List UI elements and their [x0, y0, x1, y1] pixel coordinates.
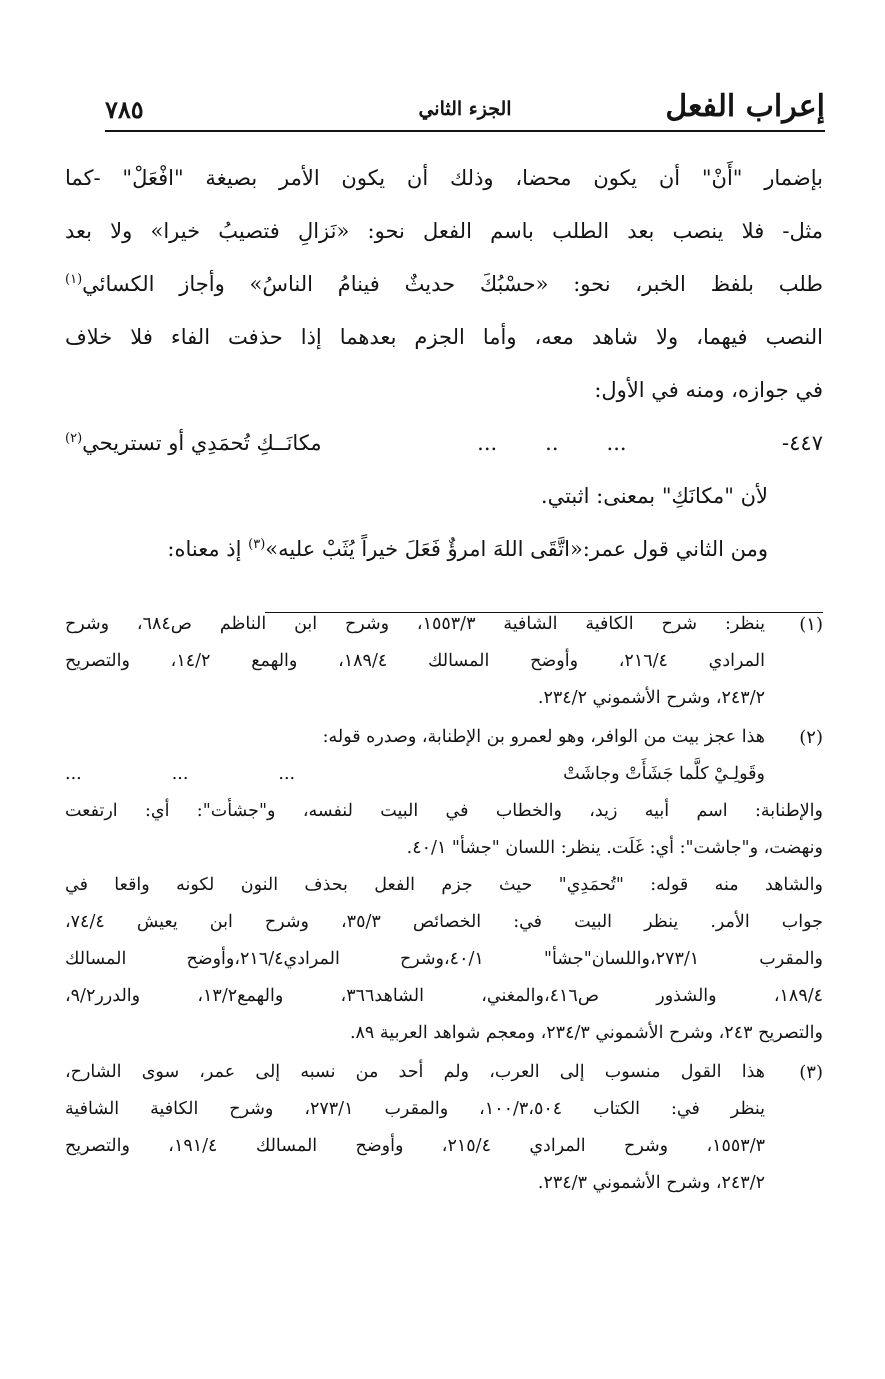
footnote-marker: (٢) [65, 431, 83, 446]
ellipsis: ... [278, 764, 296, 784]
quote-tail: إذ معناه: [167, 537, 242, 561]
footnote-line: ١٨٩/٤، والشذور ص٤١٦،والمغني، الشاهد٣٦٦، والهمع١٣/٢، والدرر٩/٢، [65, 986, 824, 1006]
ellipsis: .. [545, 431, 559, 455]
footnote-line: ينظر: شرح الكافية الشافية ١٥٥٣/٣، وشرح ابن الناظم ص٦٨٤، وشرح [65, 614, 766, 634]
footnote-text [65, 606, 765, 717]
footnote [65, 719, 823, 793]
text-line [65, 258, 823, 311]
text-line-content: طلب بلفظ الخبر، نحو: «حسْبُكَ حديثٌ فينامُ الناسُ» وأجاز الكسائي [82, 272, 823, 296]
main-text [65, 152, 823, 576]
footnote-line: هذا القول منسوب إلى العرب، ولم أحد من نسبه إلى عمر، سوى الشارح، [65, 1062, 765, 1082]
page-number: ٧٨٥ [105, 95, 144, 124]
footnote-line: المرادي ٢١٦/٤، وأوضح المسالك ١٨٩/٤، والهمع ١٤/٢، والتصريح [65, 651, 765, 671]
footnote-verse [65, 756, 765, 793]
quote-text: ومن الثاني قول عمر:«اتَّقَى اللهَ امرؤٌ فَعَلَ خيراً يُثَبْ عليه» [265, 537, 768, 561]
footnote [65, 606, 823, 717]
text-line: النصب فيهما، ولا شاهد معه، وأما الجزم بعدهما إذا حذفت الفاء فلا خلاف [65, 325, 823, 349]
verse-ellipsis [477, 417, 626, 470]
ellipsis: ... [171, 764, 189, 784]
footnote-text [65, 1054, 765, 1202]
chapter-title: إعراب الفعل [665, 89, 825, 124]
quote-line [65, 523, 823, 576]
footnote-line: والشاهد منه قوله: "تُحمَدِي" حيث جزم الفعل بحذف النون لكونه واقعا في [65, 875, 823, 895]
footnote-marker: (١) [65, 272, 83, 287]
text-line: مثل- فلا ينصب بعد الطلب باسم الفعل نحو: «نَزالِ فتصيبُ خيرا» ولا بعد [65, 219, 823, 243]
footnote-line: ٢٤٣/٢، وشرح الأشموني ٢٣٤/٢. [537, 688, 765, 708]
footnotes [65, 606, 823, 1202]
text-line: بإضمار "أَنْ" أن يكون محضا، وذلك أن يكون الأمر بصيغة "افْعَلْ" -كما [65, 166, 823, 190]
footnote-line: والتصريح ٢٤٣، وشرح الأشموني ٢٣٤/٣، ومعجم شواهد العربية ٨٩. [349, 1023, 823, 1043]
verse-text-wrap [65, 417, 322, 470]
footnote-marker: (٣) [248, 537, 266, 552]
footnote-line: والمقرب ٢٧٣/١،واللسان"جشأ" ٤٠/١،وشرح المرادي٢١٦/٤،وأوضح المسالك [65, 949, 823, 969]
footnote-line: هذا عجز بيت من الوافر، وهو لعمرو بن الإطنابة، وصدره قوله: [322, 727, 765, 747]
ellipsis: ... [477, 431, 498, 455]
footnote-text [65, 719, 765, 793]
footnote-line: ينظر في: الكتاب ١٠٠/٣،٥٠٤، والمقرب ٢٧٣/١، وشرح الكافية الشافية [65, 1099, 765, 1119]
verse-line [65, 417, 823, 470]
text-line: في جوازه، ومنه في الأول: [594, 378, 823, 402]
footnote-number: (٢) [799, 727, 823, 748]
footnote-line: ٢٤٣/٢، وشرح الأشموني ٢٣٤/٣. [537, 1173, 765, 1193]
footnote-number: (٣) [799, 1062, 823, 1083]
ellipsis: ... [65, 764, 82, 784]
running-header [105, 72, 825, 132]
verse-text: مكانَــكِ تُحمَدِي أو تستريحي [82, 431, 322, 455]
footnote-number: (١) [799, 614, 823, 635]
footnote-line: جواب الأمر. ينظر البيت في: الخصائص ٣٥/٣، وشرح ابن يعيش ٧٤/٤، [65, 912, 823, 932]
volume-label: الجزء الثاني [418, 98, 512, 120]
verse-number: ٤٤٧- [782, 431, 823, 455]
explanation-line: لأن "مكانَكِ" بمعنى: اثبتي. [540, 484, 768, 508]
footnote-verse-ellipsis [65, 756, 295, 793]
footnote [65, 1054, 823, 1202]
footnote-line: ونهضت، و"جاشت": أي: غَلَت. ينظر: اللسان "جشأ" ٤٠/١. [406, 838, 823, 858]
footnote-verse-text: وقَولِـيْ كلَّما جَشَأَتْ وجاشَتْ [563, 764, 765, 784]
ellipsis: ... [606, 431, 627, 455]
footnote-line: ١٥٥٣/٣، وشرح المرادي ٢١٥/٤، وأوضح المسالك ١٩١/٤، والتصريح [65, 1136, 766, 1156]
footnote-line: والإطنابة: اسم أبيه زيد، والخطاب في البيت لنفسه، و"جشأت": أي: ارتفعت [65, 801, 823, 821]
